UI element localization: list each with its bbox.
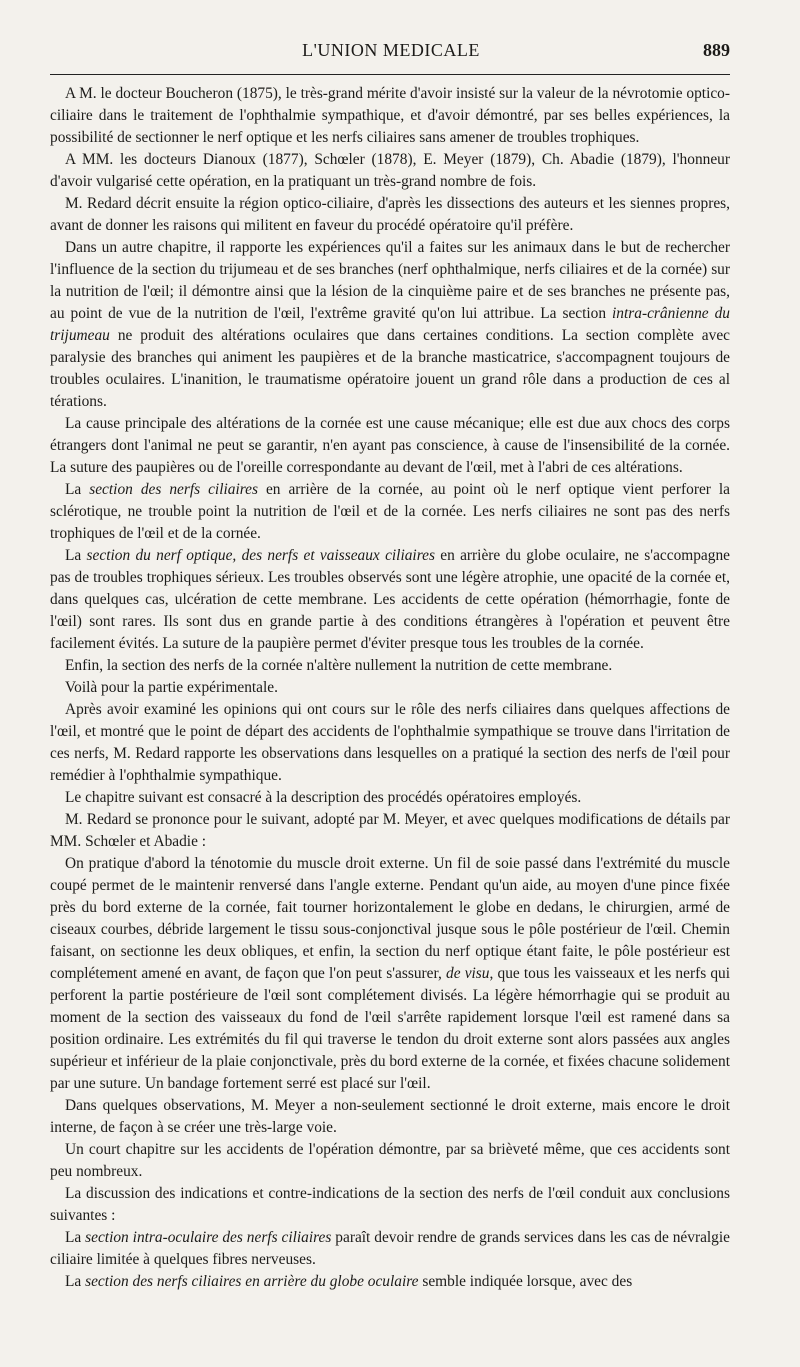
article-body	[50, 83, 730, 1293]
paragraph: Après avoir examiné les opinions qui ont cours sur le rôle des nerfs ciliaires dans quelques affections de l'œil, et montré que le point de départ des accidents de l'ophthalmie sympathique se trouve dans l'irritation de ces nerfs, M. Redard rapporte les observations dans lesquelles on a pratiqué la section des nerfs de l'œil pour remédier à l'ophthalmie sympathique.	[50, 701, 730, 784]
italic-phrase: section des nerfs ciliaires	[89, 481, 258, 498]
paragraph: M. Redard se prononce pour le suivant, adopté par M. Meyer, et avec quelques modifications de détails par MM. Schœler et Abadie :	[50, 811, 730, 850]
paragraph: Dans quelques observations, M. Meyer a non-seulement sectionné le droit externe, mais encore le droit interne, de façon à se créer une très-large voie.	[50, 1097, 730, 1136]
paragraph: La section du nerf optique, des nerfs et vaisseaux ciliaires en arrière du globe oculaire, ne s'accompagne pas de troubles trophiques sérieux. Les troubles observés sont une légère atrophie, une opacité de la cornée et, dans quelques cas, ulcération de cette membrane. Les accidents de cette opération (hémorrhagie, fonte de l'œil) sont rares. Ils sont dus en grande partie à des conditions étrangères à l'opération et peuvent être facilement évités. La suture de la paupière permet d'éviter presque tous les troubles de la cornée.	[50, 547, 730, 652]
paragraph: A M. le docteur Boucheron (1875), le très-grand mérite d'avoir insisté sur la valeur de la névrotomie optico-ciliaire dans le traitement de l'ophthalmie sympathique, et d'avoir démontré, par ses belles expériences, la possibilité de sectionner le nerf optique et les nerfs ciliaires sans amener de troubles trophiques.	[50, 85, 730, 146]
paragraph: Dans un autre chapitre, il rapporte les expériences qu'il a faites sur les animaux dans le but de rechercher l'influence de la section du trijumeau et de ses branches (nerf ophthalmique, nerfs ciliaires et de la cornée) sur la nutrition de l'œil; il démontre ainsi que la lésion de la cinquième paire et de ses branches ne présente pas, au point de vue de la nutrition de l'œil, l'extrême gravité qu'on lui attribue. La section intra-crânienne du trijumeau ne produit des altérations oculaires que dans certaines conditions. La section complète avec paralysie des branches qui animent les paupières et de la branche masticatrice, s'accompagnent toujours de troubles oculaires. L'inanition, le traumatisme opératoire jouent un grand rôle dans a production de ces al térations.	[50, 239, 730, 410]
italic-phrase: section des nerfs ciliaires en arrière du globe oculaire	[85, 1273, 419, 1290]
paragraph: Voilà pour la partie expérimentale.	[65, 679, 278, 696]
paragraph: Le chapitre suivant est consacré à la description des procédés opératoires employés.	[65, 789, 582, 806]
paragraph: La cause principale des altérations de la cornée est une cause mécanique; elle est due aux chocs des corps étrangers dont l'animal ne peut se garantir, n'en ayant pas conscience, à cause de l'insensibilité de la cornée. La suture des paupières ou de l'oreille correspondante au devant de l'œil, met à l'abri de ces altérations.	[50, 415, 730, 476]
paragraph: La section des nerfs ciliaires en arrière du globe oculaire semble indiquée lorsque, avec des	[65, 1273, 633, 1290]
italic-phrase: de visu	[446, 965, 490, 982]
paragraph: La discussion des indications et contre-indications de la section des nerfs de l'œil conduit aux conclusions suivantes :	[50, 1185, 730, 1224]
paragraph: M. Redard décrit ensuite la région optico-ciliaire, d'après les dissections des auteurs et les siennes propres, avant de donner les raisons qui militent en faveur du procédé opératoire qu'il préfère.	[50, 195, 730, 234]
page-number: 889	[703, 40, 730, 60]
italic-phrase: intra-crânienne du trijumeau	[50, 305, 730, 344]
italic-phrase: section intra-oculaire des nerfs ciliaires	[85, 1229, 332, 1246]
paragraph: On pratique d'abord la ténotomie du muscle droit externe. Un fil de soie passé dans l'extrémité du muscle coupé permet de le maintenir renversé dans l'angle externe. Pendant qu'un aide, au moyen d'une pince fixée près du bord externe de la cornée, fait tourner horizontalement le globe en dedans, le chirurgien, armé de ciseaux courbes, débride largement le tissu sous-conjonctival jusque sous le pôle postérieur de l'œil. Chemin faisant, on sectionne les deux obliques, et enfin, la section du nerf optique étant faite, le pôle postérieur est complétement amené en avant, de façon que l'on peut s'assurer, de visu, que tous les vaisseaux et les nerfs qui perforent la partie postérieure de l'œil sont complétement divisés. La légère hémorrhagie qui se produit au moment de la section des vaisseaux du fond de l'œil s'arrête rapidement lorsque l'œil est ramené dans sa position ordinaire. Les extrémités du fil qui traverse le tendon du droit externe sont alors passées aux angles supérieur et inférieur de la plaie conjonctivale, près du bord externe de la cornée, et fixées chacune solidement par une suture. Un bandage fortement serré est placé sur l'œil.	[50, 855, 731, 1092]
paragraph: La section intra-oculaire des nerfs ciliaires paraît devoir rendre de grands services dans les cas de névralgie ciliaire limitée à quelques fibres nerveuses.	[50, 1229, 730, 1268]
running-header	[52, 40, 730, 70]
header-rule	[50, 74, 730, 75]
paragraph: A MM. les docteurs Dianoux (1877), Schœler (1878), E. Meyer (1879), Ch. Abadie (1879), l'honneur d'avoir vulgarisé cette opération, en la pratiquant un très-grand nombre de fois.	[50, 151, 730, 190]
journal-title: L'UNION MEDICALE	[302, 40, 480, 60]
paragraph: Un court chapitre sur les accidents de l'opération démontre, par sa brièveté même, que ces accidents sont peu nombreux.	[50, 1141, 730, 1180]
paragraph: La section des nerfs ciliaires en arrière de la cornée, au point où le nerf optique vient perforer la sclérotique, ne trouble point la nutrition de l'œil et de la cornée. Les nerfs ciliaires ne sont pas des nerfs trophiques de l'œil et de la cornée.	[50, 481, 730, 542]
paragraph: Enfin, la section des nerfs de la cornée n'altère nullement la nutrition de cette membrane.	[65, 657, 613, 674]
italic-phrase: section du nerf optique, des nerfs et vaisseaux ciliaires	[86, 547, 435, 564]
